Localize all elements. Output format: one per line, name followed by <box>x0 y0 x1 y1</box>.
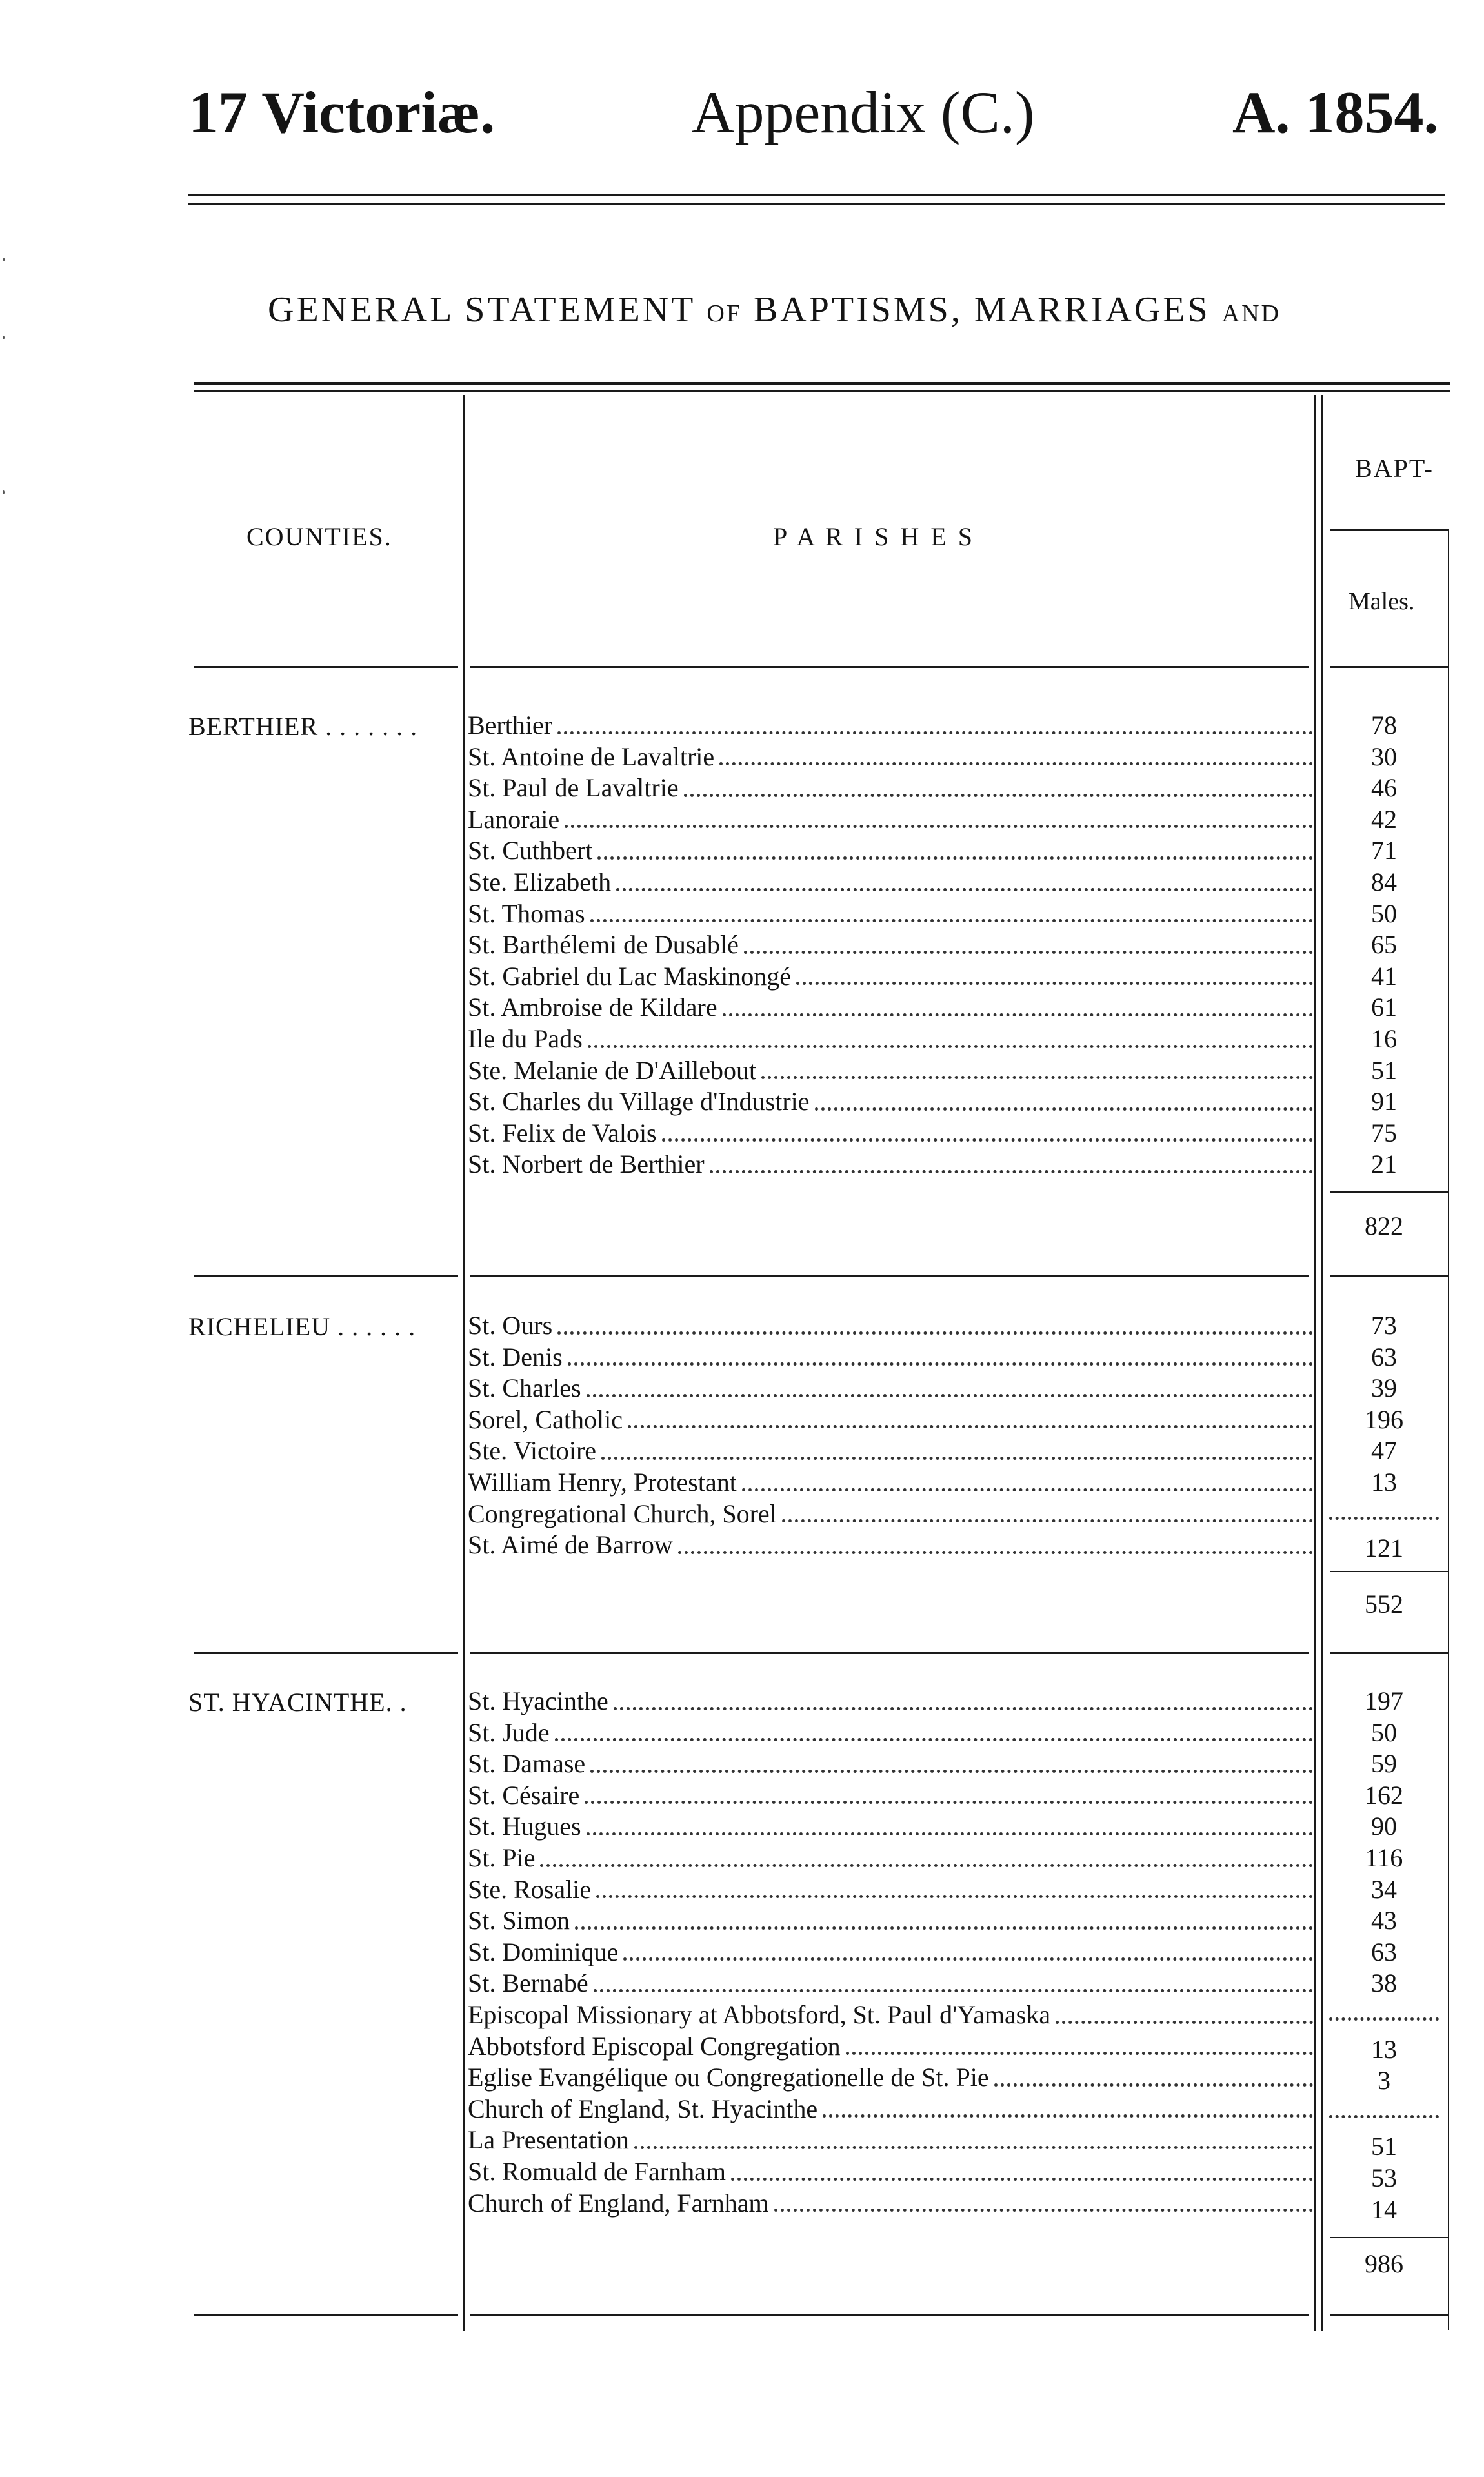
males-value: 75 <box>1371 1118 1397 1148</box>
page-speck <box>3 258 5 261</box>
males-value: 162 <box>1365 1780 1403 1810</box>
parish-name: Ste. Elizabeth <box>468 867 612 896</box>
parish-name: Ste. Victoire <box>468 1436 597 1466</box>
parish-row <box>468 2062 1313 2094</box>
header-rule-top <box>188 194 1445 196</box>
parish-row <box>468 1748 1313 1780</box>
table-rule-top-2 <box>194 390 1450 392</box>
males-value: 50 <box>1371 1717 1397 1747</box>
dot-leader <box>662 1138 1313 1142</box>
parish-row <box>468 1530 1313 1561</box>
parish-name: St. Simon <box>468 1906 570 1936</box>
parish-name: William Henry, Protestant <box>468 1467 737 1497</box>
parish-row <box>468 2125 1313 2156</box>
parish-name: St. Bernabé <box>468 1968 588 1998</box>
parish-row <box>468 1874 1313 1906</box>
total-berthier: 822 <box>1365 1211 1403 1240</box>
males-value: 16 <box>1371 1024 1397 1053</box>
parish-list-berthier <box>468 710 1313 1180</box>
header-session: 17 Victoriæ. <box>188 79 496 145</box>
subtotal-rule-berthier <box>1330 1191 1448 1193</box>
males-value: 91 <box>1371 1087 1397 1117</box>
males-value: 197 <box>1365 1686 1403 1715</box>
dot-leader <box>684 794 1313 797</box>
parish-row <box>468 710 1313 742</box>
parish-name: St. Jude <box>468 1717 550 1747</box>
dot-leader <box>623 1957 1313 1961</box>
males-value: 42 <box>1371 804 1397 834</box>
dot-leader <box>555 1738 1313 1741</box>
dot-leader <box>1056 2021 1313 2024</box>
parish-row <box>468 1310 1313 1342</box>
males-value: 50 <box>1371 898 1397 928</box>
dot-leader <box>731 2178 1313 2181</box>
parish-name: St. Charles <box>468 1373 581 1403</box>
dot-leader <box>596 1895 1313 1898</box>
parish-row <box>468 1342 1313 1373</box>
males-list-st-hyacinthe <box>1329 1686 1439 2225</box>
group-rule-berthier-males <box>1330 1275 1448 1277</box>
parish-row <box>468 804 1313 836</box>
page-title <box>268 289 1455 330</box>
dot-leader <box>719 762 1313 765</box>
subtotal-rule-richelieu <box>1330 1571 1448 1572</box>
dot-leader <box>557 1331 1313 1335</box>
total-st-hyacinthe: 986 <box>1365 2249 1403 2278</box>
males-value: 121 <box>1365 1533 1403 1563</box>
parish-row <box>468 1811 1313 1843</box>
parish-name: St. Hugues <box>468 1812 581 1841</box>
group-rule-berthier-counties <box>194 1275 458 1277</box>
parish-row <box>468 1149 1313 1180</box>
parish-name: Eglise Evangélique ou Congregationelle de St. Pie <box>468 2063 989 2092</box>
dot-leader <box>587 1832 1313 1835</box>
column-header-males: Males. <box>1349 588 1415 615</box>
males-value: 71 <box>1371 836 1397 865</box>
dot-leader <box>796 982 1313 985</box>
males-value: 14 <box>1371 2194 1397 2224</box>
parish-name: St. Felix de Valois <box>468 1118 657 1148</box>
parish-row <box>468 1499 1313 1530</box>
parish-name: St. Antoine de Lavaltrie <box>468 742 715 771</box>
males-value: 38 <box>1371 1968 1397 1998</box>
county-st-hyacinthe: ST. HYACINTHE. . <box>188 1688 407 1717</box>
males-value: 59 <box>1371 1749 1397 1779</box>
males-value: 13 <box>1371 1467 1397 1497</box>
males-value: 43 <box>1371 1906 1397 1936</box>
dot-leader <box>634 2146 1313 2149</box>
dot-leader <box>782 1519 1313 1522</box>
parish-name: St. Damase <box>468 1749 586 1779</box>
parish-name: St. Ambroise de Kildare <box>468 993 717 1022</box>
parish-row <box>468 992 1313 1024</box>
parish-row <box>468 2094 1313 2125</box>
group-rule-richelieu-parishes <box>470 1652 1309 1654</box>
column-divider-males <box>1448 529 1449 2330</box>
parish-row <box>468 1780 1313 1812</box>
subtotal-rule-st-hyacinthe <box>1330 2237 1448 2238</box>
males-value: 63 <box>1371 1937 1397 1966</box>
dot-leader <box>590 919 1313 922</box>
parish-name: St. Pie <box>468 1843 536 1872</box>
males-value: 41 <box>1371 961 1397 991</box>
males-value <box>1329 1999 1439 2021</box>
dot-leader <box>815 1107 1313 1111</box>
males-value: 63 <box>1371 1342 1397 1371</box>
dot-leader <box>575 1926 1313 1930</box>
parish-name: St. Norbert de Berthier <box>468 1149 705 1179</box>
males-value <box>1329 1499 1439 1520</box>
parish-name: Ste. Rosalie <box>468 1874 592 1904</box>
parish-row <box>468 2156 1313 2188</box>
parish-name: St. Romuald de Farnham <box>468 2156 726 2186</box>
group-rule-st-hyacinthe-parishes <box>470 2314 1309 2316</box>
title-of: OF <box>707 300 742 327</box>
header-appendix: Appendix (C.) <box>692 79 1035 145</box>
parish-name: Congregational Church, Sorel <box>468 1499 777 1528</box>
header-bottom-rule-counties <box>194 666 458 668</box>
title-middle: BAPTISMS, MARRIAGES <box>753 290 1210 330</box>
parish-name: St. Hyacinthe <box>468 1686 608 1715</box>
dot-leader <box>565 825 1313 828</box>
parish-list-st-hyacinthe <box>468 1686 1313 2219</box>
parish-name: St. Gabriel du Lac Maskinongé <box>468 961 791 991</box>
males-value: 65 <box>1371 930 1397 960</box>
page-speck <box>3 490 5 494</box>
dot-leader <box>774 2209 1313 2212</box>
title-and: AND <box>1221 300 1281 327</box>
parish-row <box>468 773 1313 804</box>
parish-name: St. Thomas <box>468 898 585 928</box>
parish-row <box>468 1968 1313 1999</box>
parish-name: St. Césaire <box>468 1780 580 1810</box>
dot-leader <box>678 1551 1313 1554</box>
males-list-richelieu <box>1329 1310 1439 1564</box>
header-bottom-rule-parishes <box>470 666 1309 668</box>
parish-row <box>468 2031 1313 2063</box>
dot-leader <box>588 1045 1313 1048</box>
dot-leader <box>723 1013 1313 1016</box>
dot-leader <box>994 2083 1313 2087</box>
group-rule-berthier-parishes <box>470 1275 1309 1277</box>
parish-row <box>468 898 1313 930</box>
males-value: 47 <box>1371 1436 1397 1466</box>
parish-name: Episcopal Missionary at Abbotsford, St. Paul d'Yamaska <box>468 1999 1051 2029</box>
dot-leader <box>594 1989 1313 1992</box>
table-rule-top <box>194 382 1450 385</box>
parish-name: St. Cuthbert <box>468 836 593 865</box>
parish-row <box>468 1373 1313 1404</box>
column-divider-parishes <box>1314 395 1316 2331</box>
males-list-berthier <box>1329 710 1439 1180</box>
males-value: 3 <box>1378 2066 1390 2096</box>
parish-row <box>468 867 1313 898</box>
parish-row <box>468 1905 1313 1937</box>
parish-row <box>468 1086 1313 1118</box>
dot-leader <box>710 1170 1313 1173</box>
parish-row <box>468 835 1313 867</box>
dot-leader <box>761 1076 1313 1079</box>
parish-name: Abbotsford Episcopal Congregation <box>468 2031 841 2061</box>
parish-row <box>468 2188 1313 2219</box>
dot-leader <box>616 888 1313 891</box>
parish-name: St. Ours <box>468 1311 553 1340</box>
column-header-parishes: P A R I S H E S <box>773 522 976 551</box>
parish-row <box>468 1999 1313 2031</box>
males-value: 116 <box>1365 1843 1403 1872</box>
dot-leader <box>823 2114 1313 2118</box>
dot-leader <box>614 1707 1313 1710</box>
dot-leader <box>557 731 1313 734</box>
males-value: 13 <box>1371 2034 1397 2064</box>
parish-name: Church of England, St. Hyacinthe <box>468 2094 818 2123</box>
dot-leader <box>585 1801 1313 1804</box>
parish-name: St. Denis <box>468 1342 563 1371</box>
parish-row <box>468 1055 1313 1087</box>
males-value: 84 <box>1371 867 1397 896</box>
dot-leader <box>597 856 1313 860</box>
males-value: 53 <box>1371 2163 1397 2192</box>
males-value: 61 <box>1371 993 1397 1022</box>
parish-name: St. Charles du Village d'Industrie <box>468 1087 810 1117</box>
dot-leader <box>601 1457 1313 1460</box>
parish-name: Ile du Pads <box>468 1024 583 1053</box>
parish-name: La Presentation <box>468 2125 629 2155</box>
males-value: 51 <box>1371 2132 1397 2161</box>
parish-row <box>468 1843 1313 1874</box>
parish-name: St. Barthélemi de Dusablé <box>468 930 739 960</box>
column-header-baptisms: BAPT- <box>1355 454 1434 483</box>
parish-name: Church of England, Farnham <box>468 2188 769 2218</box>
parish-name: St. Dominique <box>468 1937 619 1966</box>
total-richelieu: 552 <box>1365 1590 1403 1619</box>
column-header-counties: COUNTIES. <box>246 522 392 551</box>
dot-leader <box>587 1394 1313 1397</box>
dot-leader <box>744 951 1313 954</box>
column-divider-parishes-2 <box>1321 395 1323 2331</box>
parish-row <box>468 1118 1313 1149</box>
parish-name: Ste. Melanie de D'Aillebout <box>468 1055 757 1085</box>
males-value: 46 <box>1371 773 1397 803</box>
header-bottom-rule-males <box>1330 666 1448 668</box>
parish-name: Lanoraie <box>468 804 560 834</box>
males-value <box>1329 2097 1439 2118</box>
males-value: 90 <box>1371 1812 1397 1841</box>
group-rule-st-hyacinthe-males <box>1330 2314 1448 2316</box>
header-year: A. 1854. <box>1232 79 1439 145</box>
parish-list-richelieu <box>468 1310 1313 1561</box>
parish-name: St. Aimé de Barrow <box>468 1530 673 1560</box>
parish-name: Berthier <box>468 711 553 740</box>
males-value: 21 <box>1371 1149 1397 1179</box>
group-rule-richelieu-males <box>1330 1652 1448 1654</box>
group-rule-richelieu-counties <box>194 1652 458 1654</box>
parish-row <box>468 1435 1313 1467</box>
males-value: 78 <box>1371 711 1397 740</box>
males-value: 34 <box>1371 1874 1397 1904</box>
dot-leader <box>540 1864 1313 1867</box>
males-value: 73 <box>1371 1311 1397 1340</box>
males-value: 196 <box>1365 1404 1403 1434</box>
dot-leader <box>568 1362 1313 1366</box>
males-value: 51 <box>1371 1055 1397 1085</box>
dot-leader <box>590 1770 1313 1773</box>
males-value: 30 <box>1371 742 1397 771</box>
dot-leader <box>742 1488 1313 1491</box>
page-speck <box>3 336 5 339</box>
county-richelieu: RICHELIEU . . . . . . <box>188 1312 416 1341</box>
parish-row <box>468 1686 1313 1717</box>
parish-row <box>468 929 1313 961</box>
parish-row <box>468 1467 1313 1499</box>
parish-name: St. Paul de Lavaltrie <box>468 773 679 803</box>
dot-leader <box>628 1425 1313 1428</box>
males-value: 39 <box>1371 1373 1397 1403</box>
parish-row <box>468 961 1313 993</box>
header-rule-bottom <box>188 203 1445 205</box>
parish-row <box>468 1717 1313 1749</box>
parish-row <box>468 1404 1313 1436</box>
parish-name: Sorel, Catholic <box>468 1404 623 1434</box>
column-divider-counties <box>463 395 465 2331</box>
county-berthier: BERTHIER . . . . . . . <box>188 712 418 741</box>
group-rule-st-hyacinthe-counties <box>194 2314 458 2316</box>
parish-row <box>468 742 1313 773</box>
title-main: GENERAL STATEMENT <box>268 290 696 330</box>
parish-row <box>468 1024 1313 1055</box>
parish-row <box>468 1937 1313 1968</box>
baptisms-subrule <box>1330 529 1448 531</box>
dot-leader <box>846 2052 1313 2055</box>
